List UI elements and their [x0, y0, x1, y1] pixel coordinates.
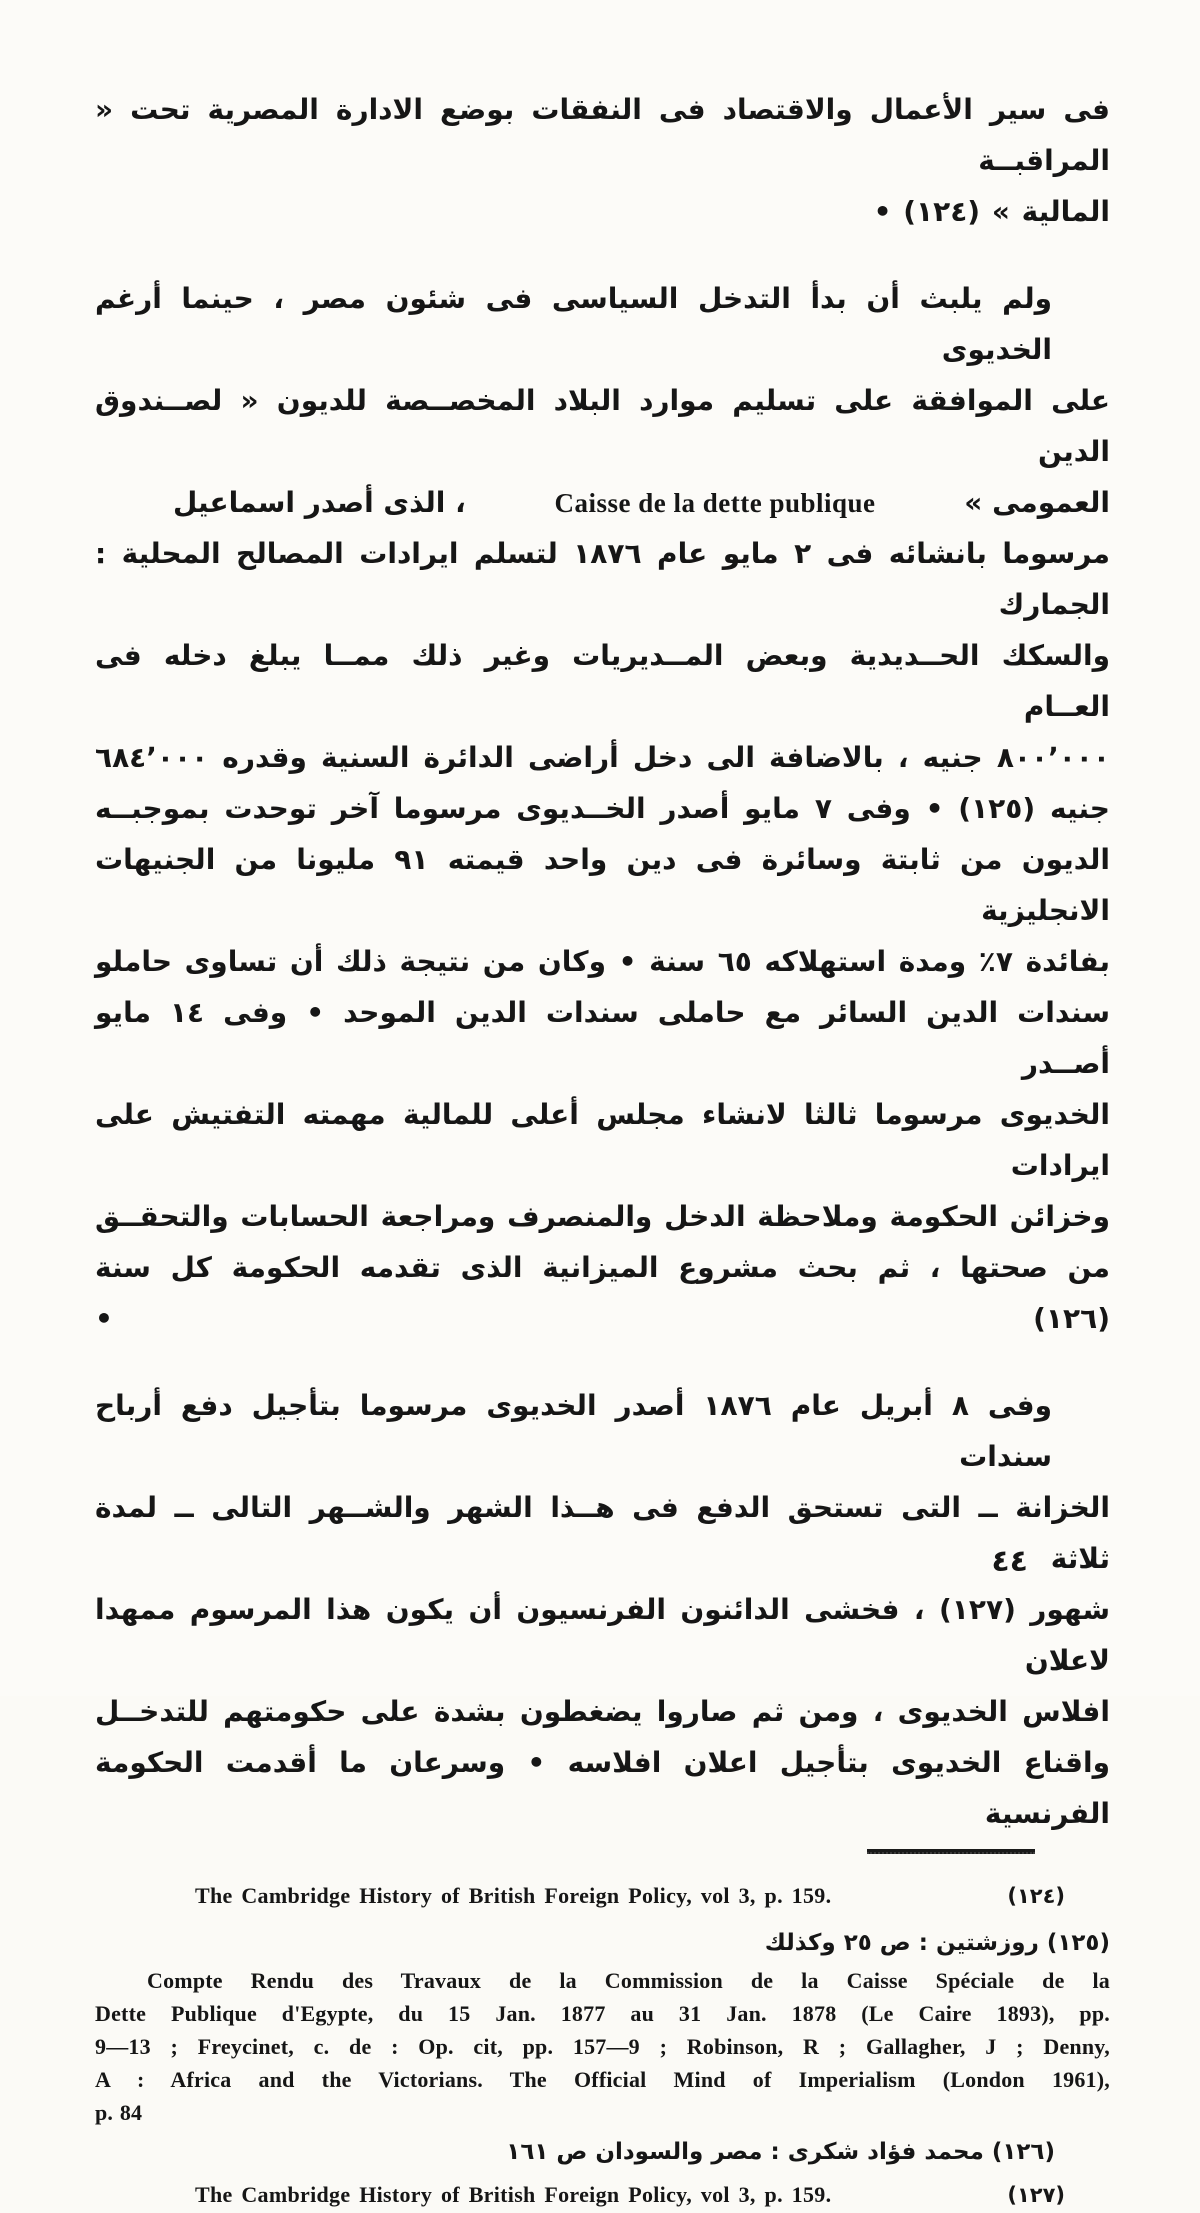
compte-rendu-footnote-block	[95, 1964, 1110, 2129]
text-line: على الموافقة على تسليم موارد البلاد المخصــصة للديون « لصــندوق الدين	[95, 384, 1110, 468]
text-line: وخزائن الحكومة وملاحظة الدخل والمنصرف ومراجعة الحسابات والتحقــق	[95, 1200, 1110, 1233]
text-line: واقناع الخديوى بتأجيل اعلان افلاسه • وسرعان ما أقدمت الحكومة الفرنسية	[95, 1746, 1110, 1830]
footnote-line: 9—13 ; Freycinet, c. de : Op. cit, pp. 157—9 ; Robinson, R ; Gallagher, J ; Denny,	[95, 2034, 1110, 2059]
footnote-124-number: (١٢٤)	[1007, 1884, 1065, 1908]
text-line: الديون من ثابتة وسائرة فى دين واحد قيمته ٩١ مليونا من الجنيهات الانجليزية	[95, 843, 1110, 927]
footnote-divider	[867, 1849, 1035, 1854]
text-line: سندات الدين السائر مع حاملى سندات الدين الموحد • وفى ١٤ مايو أصــدر	[95, 996, 1110, 1080]
footnote-127-text: The Cambridge History of British Foreign Policy, vol 3, p. 159.	[195, 2182, 832, 2207]
footnote-line: Dette Publique d'Egypte, du 15 Jan. 1877 au 31 Jan. 1878 (Le Caire 1893), pp.	[95, 2001, 1110, 2026]
mixed-language-line	[95, 477, 1110, 528]
text-line: المالية » (١٢٤) •	[873, 195, 1110, 228]
footnote-127-row	[95, 2177, 1110, 2213]
text-line: الخديوى مرسوما ثالثا لانشاء مجلس أعلى للمالية مهمته التفتيش على ايرادات	[95, 1098, 1110, 1182]
footnotes-section	[95, 1849, 1110, 2213]
footnote-line: p. 84	[95, 2100, 143, 2125]
footnote-125-text: (١٢٥) روزشتين : ص ٢٥ وكذلك	[764, 1930, 1110, 1956]
clause-continuation-text: ، الذى أصدر اسماعيل	[173, 486, 466, 519]
text-line: الخزانة ــ التى تستحق الدفع فى هــذا الشهر والشــهر التالى ــ لمدة ثلاثة	[95, 1491, 1110, 1575]
text-line: وفى ٨ أبريل عام ١٨٧٦ أصدر الخديوى مرسوما بتأجيل دفع أرباح سندات	[95, 1389, 1052, 1473]
text-line: ولم يلبث أن بدأ التدخل السياسى فى شئون مصر ، حينما أرغم الخديوى	[95, 282, 1052, 366]
text-line: مرسوما بانشائه فى ٢ مايو عام ١٨٧٦ لتسلم ايرادات المصالح المحلية : الجمارك	[95, 537, 1111, 621]
text-line: افلاس الخديوى ، ومن ثم صاروا يضغطون بشدة على حكومتهم للتدخــل	[95, 1695, 1110, 1728]
footnote-126-text: (١٢٦) محمد فؤاد شكرى : مصر والسودان ص ١٦١	[506, 2139, 1055, 2165]
text-line: فى سير الأعمال والاقتصاد فى النفقات بوضع الادارة المصرية تحت « المراقبــة	[95, 93, 1110, 177]
quote-close-text: العمومى »	[964, 486, 1110, 519]
footnote-line: Compte Rendu des Travaux de la Commission de la Caisse Spéciale de la	[147, 1968, 1110, 1993]
paragraph-1	[95, 84, 1110, 237]
footnote-127-number: (١٢٧)	[1007, 2183, 1065, 2207]
text-line: والسكك الحــديدية وبعض المــديريات وغير ذلك ممــا يبلغ دخله فى العــام	[95, 639, 1110, 723]
footnote-124-row	[95, 1878, 1110, 1914]
paragraph-2	[95, 273, 1110, 1344]
text-line: بفائدة ٧٪ ومدة استهلاكه ٦٥ سنة • وكان من نتيجة ذلك أن تساوى حاملو	[95, 945, 1110, 978]
text-line: شهور (١٢٧) ، فخشى الدائنون الفرنسيون أن يكون هذا المرسوم ممهدا لاعلان	[95, 1593, 1110, 1677]
footnote-line: A : Africa and the Victorians. The Official Mind of Imperialism (London 1961),	[95, 2067, 1110, 2092]
main-text-column	[95, 84, 1110, 1839]
caisse-phrase: Caisse de la dette publique	[554, 488, 876, 518]
paragraph-3	[95, 1380, 1110, 1839]
page-number: ٤٤	[991, 1544, 1028, 1579]
text-line: جنيه (١٢٥) • وفى ٧ مايو أصدر الخــديوى مرسوما آخر توحدت بموجبــه	[95, 792, 1110, 825]
text-line: من صحتها ، ثم بحث مشروع الميزانية الذى تقدمه الحكومة كل سنة (١٢٦) •	[95, 1251, 1110, 1335]
footnote-124-text: The Cambridge History of British Foreign Policy, vol 3, p. 159.	[195, 1883, 832, 1908]
text-line: ٨٠٠٬٠٠٠ جنيه ، بالاضافة الى دخل أراضى الدائرة السنية وقدره ٦٨٤٬٠٠٠	[95, 741, 1110, 774]
